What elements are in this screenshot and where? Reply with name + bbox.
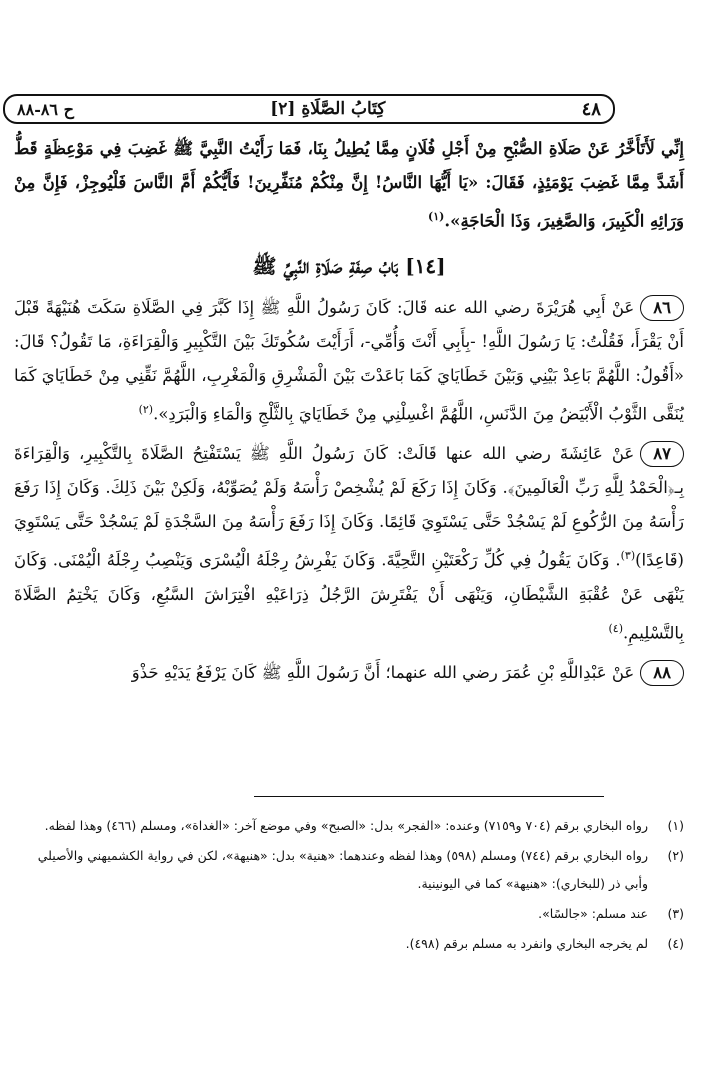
hadith-87: [14, 437, 684, 650]
hadith-number: ٨٨: [640, 660, 684, 686]
footnote-ref: (١): [428, 210, 445, 223]
hadith-range: ح ٨٦-٨٨: [17, 99, 74, 119]
footnote: [14, 812, 684, 840]
page-header: [3, 94, 615, 124]
footnote-text: عند مسلم: «جالسًا».: [538, 906, 648, 921]
footnote: [14, 842, 684, 898]
footnote-mark: (٣): [667, 906, 684, 921]
footnote-mark: (٤): [667, 936, 684, 951]
footnote-text: رواه البخاري برقم (٧٤٤) ومسلم (٥٩٨) وهذا لفظه وعندهما: «هنية» بدل: «هنيهة»، لكن في رواية الكشميهني والأصيلي وأبي ذر (للبخاري): «هنيهة» كما في اليونينية.: [37, 848, 648, 891]
footnote: [14, 900, 684, 928]
intro-text: إِنِّي لَأَتَأَخَّرُ عَنْ صَلَاةِ الصُّبْحِ مِنْ أَجْلِ فُلَانٍ مِمَّا يُطِيلُ بِنَا، فَمَا رَأَيْتُ النَّبِيَّ ﷺ غَضِبَ فِي مَوْعِظَةٍ قَطُّ أَشَدَّ مِمَّا غَضِبَ يَوْمَئِذٍ، فَقَالَ: «يَا أَيُّهَا النَّاسُ! إِنَّ مِنْكُمْ مُنَفِّرِينَ! فَأَيُّكُمْ أَمَّ النَّاسَ فَلْيُوجِزْ، فَإِنَّ مِنْ وَرَائِهِ الْكَبِيرَ، وَالصَّغِيرَ، وَذَا الْحَاجَةِ».: [14, 139, 684, 231]
intro-paragraph: [14, 132, 684, 239]
footnote-ref: (٣): [620, 549, 636, 562]
footnote-separator: [254, 796, 604, 797]
footnote-mark: (١): [667, 818, 684, 833]
hadith-number: ٨٧: [640, 441, 684, 467]
footnote-text: رواه البخاري برقم (٧٠٤ و٧١٥٩) وعنده: «الفجر» بدل: «الصبح» وفي موضع آخر: «الغداة»، ومسلم (٤٦٦) وهذا لفظه.: [44, 818, 648, 833]
footnote-ref: (٢): [138, 402, 154, 416]
chapter-heading: [١٤] بَابُ صِفَةِ صَلَاةِ النَّبِيِّ ﷺ: [252, 253, 446, 278]
footnote: [14, 930, 684, 958]
footnote-mark: (٢): [667, 848, 684, 863]
page-number: ٤٨: [581, 98, 601, 120]
hadith-text: عَنْ عَبْدِاللَّهِ بْنِ عُمَرَ رضي الله عنهما؛ أَنَّ رَسُولَ اللَّهِ ﷺ كَانَ يَرْفَعُ يَدَيْهِ حَذْوَ: [131, 663, 635, 682]
hadith-86: [14, 291, 684, 432]
hadith-text: عَنْ عَائِشَةَ رضي الله عنها قَالَتْ: كَانَ رَسُولُ اللَّهِ ﷺ يَسْتَفْتِحُ الصَّلَاةَ بِالتَّكْبِيرِ، وَالْقِرَاءَةَ بِـ﴿الْحَمْدُ لِلَّهِ رَبِّ الْعَالَمِينَ﴾. وَكَانَ إِذَا رَكَعَ لَمْ يُشْخِصْ رَأْسَهُ وَلَمْ يُصَوِّبْهُ، وَلَكِنْ بَيْنَ ذَلِكَ. وَكَانَ إِذَا رَفَعَ رَأْسَهُ مِنَ الرُّكُوعِ لَمْ يَسْجُدْ حَتَّى يَسْتَوِيَ قَائِمًا. وَكَانَ إِذَا رَفَعَ رَأْسَهُ مِنَ السَّجْدَةِ لَمْ يَسْجُدْ حَتَّى يَسْتَوِيَ (قَاعِدًا): [14, 444, 684, 570]
hadith-number: ٨٦: [640, 295, 684, 321]
hadith-text: عَنْ أَبِي هُرَيْرَةَ رضي الله عنه قَالَ: كَانَ رَسُولُ اللَّهِ ﷺ إِذَا كَبَّرَ فِي الصَّلَاةِ سَكَتَ هُنَيْهَةً قَبْلَ أَنْ يَقْرَأَ، فَقُلْتُ: يَا رَسُولَ اللَّهِ! -بِأَبِي أَنْتَ وَأُمِّي-، أَرَأَيْتَ سُكُوتَكَ بَيْنَ التَّكْبِيرِ وَالْقِرَاءَةِ، مَا تَقُولُ؟ قَالَ: «أَقُولُ: اللَّهُمَّ بَاعِدْ بَيْنِي وَبَيْنَ خَطَايَايَ كَمَا بَاعَدْتَ بَيْنَ الْمَشْرِقِ وَالْمَغْرِبِ، اللَّهُمَّ نَقِّنِي مِنْ خَطَايَايَ كَمَا يُنَقَّى الثَّوْبُ الْأَبْيَضُ مِنَ الدَّنَسِ، اللَّهُمَّ اغْسِلْنِي مِنْ خَطَايَايَ بِالثَّلْجِ وَالْمَاءِ وَالْبَرَدِ».: [14, 297, 684, 423]
footnote-text: لم يخرجه البخاري وانفرد به مسلم برقم (٤٩٨).: [405, 936, 648, 951]
main-text: [14, 132, 684, 690]
book-title: [٢] كِتَابُ الصَّلَاةِ: [270, 99, 386, 119]
footnote-ref: (٤): [608, 621, 623, 635]
hadith-88: [14, 656, 684, 690]
footnotes: [14, 812, 684, 960]
hadith-text-continued: . وَكَانَ يَقُولُ فِي كُلِّ رَكْعَتَيْنِ التَّحِيَّةَ. وَكَانَ يَفْرِشُ رِجْلَهُ الْيُسْرَى وَيَنْصِبُ رِجْلَهُ الْيُمْنَى. وَكَانَ يَنْهَى عَنْ عُقْبَةِ الشَّيْطَانِ، وَيَنْهَى أَنْ يَفْتَرِشَ الرَّجُلُ ذِرَاعَيْهِ افْتِرَاشَ السَّبُعِ، وَكَانَ يَخْتِمُ الصَّلَاةَ بِالتَّسْلِيمِ.: [14, 550, 684, 642]
